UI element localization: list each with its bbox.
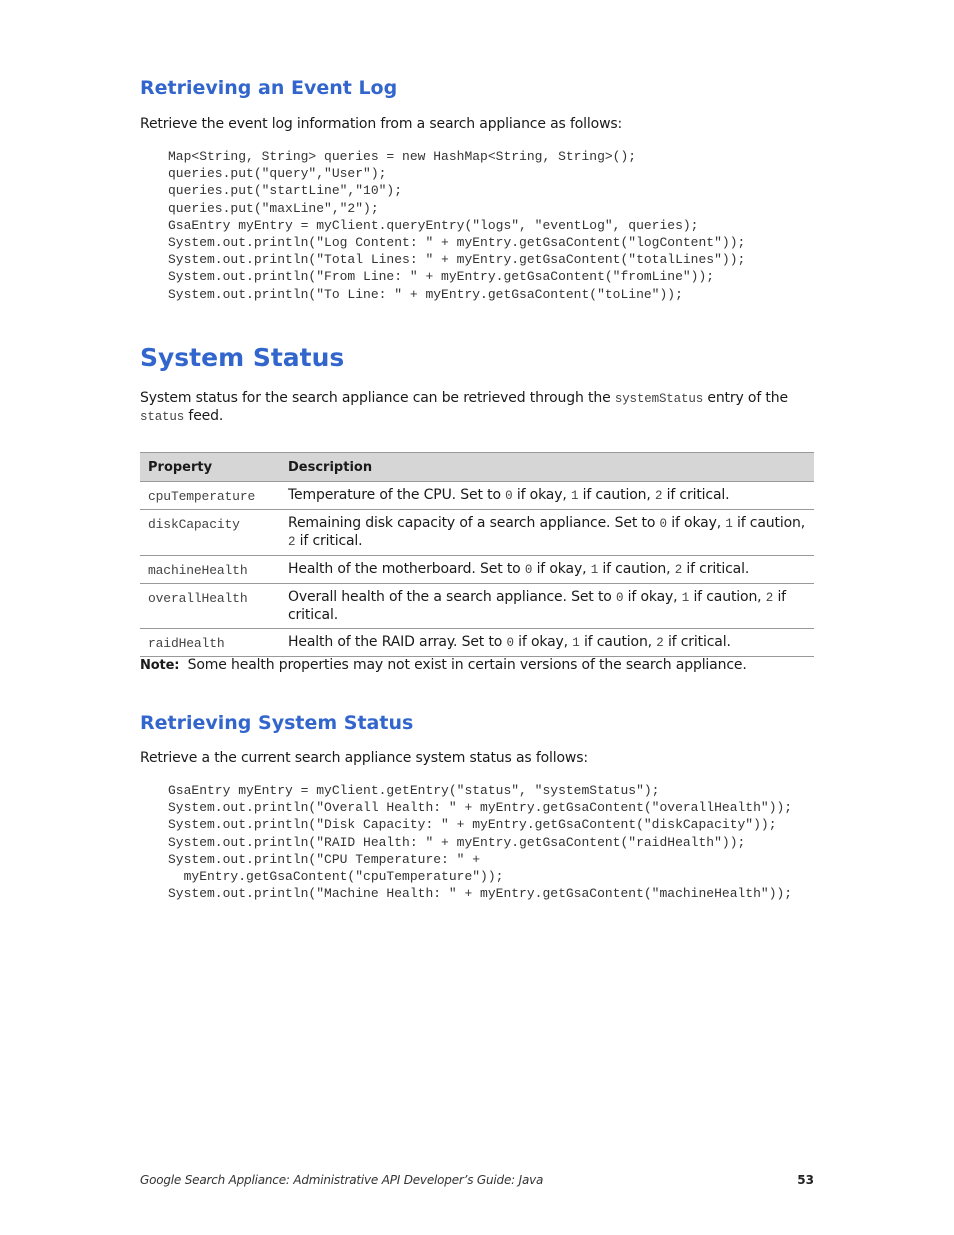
table-header-row bbox=[140, 453, 814, 482]
system-status-code-block: GsaEntry myEntry = myClient.getEntry("status", "systemStatus"); System.out.println("Overall Health: " + myEntry.getGsaContent("overallHealth")); System.out.println("Disk Capacity: " + myEntry.getGsaContent("diskCapacity")); System.out.println("RAID Health: " + myEntry.getGsaContent("raidHealth")); System.out.println("CPU Temperature: " + myEntry.getGsaContent("cpuTemperature")); System.out.println("Machine Health: " + myEntry.getGsaContent("machineHealth")); bbox=[168, 783, 793, 902]
health-note bbox=[140, 657, 747, 673]
desc-text: Overall health of the a search appliance. Set to bbox=[288, 589, 616, 605]
property-description bbox=[280, 482, 814, 510]
value-caution: 1 bbox=[572, 636, 580, 650]
heading-retrieving-event-log: Retrieving an Event Log bbox=[140, 77, 398, 99]
property-description bbox=[280, 629, 814, 657]
desc-text: if caution, bbox=[579, 634, 657, 650]
table-row bbox=[140, 482, 814, 510]
desc-text: if okay, bbox=[512, 487, 571, 503]
property-name: raidHealth bbox=[140, 629, 280, 657]
desc-text: if critical. bbox=[288, 589, 786, 623]
desc-text: Health of the motherboard. Set to bbox=[288, 561, 525, 577]
value-okay: 0 bbox=[505, 489, 513, 503]
intro-text-b: entry of the bbox=[703, 390, 788, 406]
desc-text: Temperature of the CPU. Set to bbox=[288, 487, 506, 503]
value-okay: 0 bbox=[616, 591, 624, 605]
table-row bbox=[140, 584, 814, 629]
desc-text: if caution, bbox=[578, 487, 655, 503]
system-status-intro bbox=[140, 390, 814, 426]
desc-text: if caution, bbox=[689, 589, 766, 605]
desc-text: if critical. bbox=[682, 561, 750, 577]
desc-text: if okay, bbox=[532, 561, 591, 577]
footer-page-number: 53 bbox=[797, 1173, 814, 1187]
desc-text: if okay, bbox=[623, 589, 682, 605]
property-name: diskCapacity bbox=[140, 510, 280, 556]
property-name: cpuTemperature bbox=[140, 482, 280, 510]
note-text: Some health properties may not exist in certain versions of the search appliance. bbox=[187, 657, 747, 673]
intro-code-systemstatus: systemStatus bbox=[614, 392, 704, 406]
property-name: overallHealth bbox=[140, 584, 280, 629]
table-row bbox=[140, 510, 814, 556]
value-okay: 0 bbox=[506, 636, 514, 650]
event-log-code-block: Map<String, String> queries = new HashMap<String, String>(); queries.put("query","User"); queries.put("startLine","10"); queries.put("maxLine","2"); GsaEntry myEntry = myClient.queryEntry("logs", "eventLog", queries); System.out.println("Log Content: " + myEntry.getGsaContent("logContent")); System.out.println("Total Lines: " + myEntry.getGsaContent("totalLines")); System.out.println("From Line: " + myEntry.getGsaContent("fromLine")); System.out.println("To Line: " + myEntry.getGsaContent("toLine")); bbox=[168, 149, 746, 302]
value-critical: 2 bbox=[674, 563, 683, 577]
desc-text: Remaining disk capacity of a search appliance. Set to bbox=[288, 515, 660, 531]
system-status-code-intro: Retrieve a the current search appliance system status as follows: bbox=[140, 750, 588, 766]
property-description bbox=[280, 556, 814, 584]
value-okay: 0 bbox=[524, 563, 533, 577]
desc-text: if okay, bbox=[513, 634, 573, 650]
desc-text: Health of the RAID array. Set to bbox=[288, 634, 507, 650]
desc-text: if caution, bbox=[732, 515, 806, 531]
header-property: Property bbox=[140, 453, 280, 482]
value-caution: 1 bbox=[570, 489, 579, 503]
intro-text-a: System status for the search appliance can be retrieved through the bbox=[140, 390, 615, 406]
value-critical: 2 bbox=[654, 489, 663, 503]
heading-retrieving-system-status: Retrieving System Status bbox=[140, 712, 414, 734]
event-log-intro: Retrieve the event log information from a search appliance as follows: bbox=[140, 116, 623, 132]
property-name: machineHealth bbox=[140, 556, 280, 584]
desc-text: if critical. bbox=[663, 634, 731, 650]
intro-code-status: status bbox=[140, 410, 185, 424]
value-critical: 2 bbox=[656, 636, 664, 650]
intro-text-c: feed. bbox=[184, 408, 224, 424]
value-critical: 2 bbox=[765, 591, 774, 605]
table-row bbox=[140, 556, 814, 584]
note-label: Note: bbox=[140, 658, 180, 673]
value-okay: 0 bbox=[659, 517, 667, 531]
heading-system-status: System Status bbox=[140, 343, 345, 372]
value-caution: 1 bbox=[590, 563, 599, 577]
property-description bbox=[280, 510, 814, 556]
property-description bbox=[280, 584, 814, 629]
desc-text: if critical. bbox=[295, 533, 363, 549]
desc-text: if critical. bbox=[662, 487, 730, 503]
desc-text: if caution, bbox=[598, 561, 675, 577]
desc-text: if okay, bbox=[666, 515, 726, 531]
header-description: Description bbox=[280, 453, 814, 482]
value-caution: 1 bbox=[725, 517, 733, 531]
value-caution: 1 bbox=[681, 591, 690, 605]
table-row bbox=[140, 629, 814, 657]
value-critical: 2 bbox=[288, 535, 296, 549]
properties-table bbox=[140, 452, 814, 657]
footer-document-title: Google Search Appliance: Administrative API Developer’s Guide: Java bbox=[140, 1173, 544, 1187]
